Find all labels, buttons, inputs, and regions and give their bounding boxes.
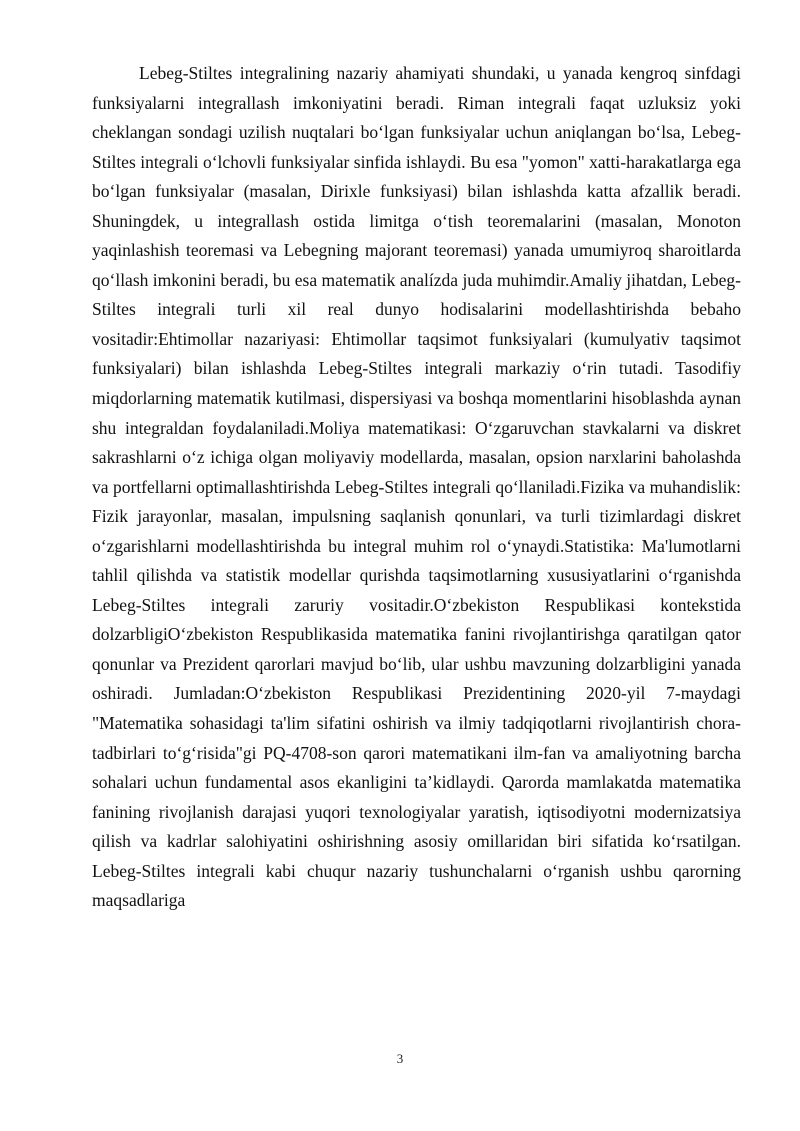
page-number: 3 bbox=[396, 1051, 404, 1066]
document-page bbox=[92, 59, 741, 916]
body-paragraph: Lebeg-Stiltes integralining nazariy ahamiyati shundaki, u yanada kengroq sinfdagi funksiyalarni integrallash imkoniyatini beradi. Riman integrali faqat uzluksiz yoki cheklangan sondagi uzilish nuqtalari bo‘lgan funksiyalar uchun aniqlangan bo‘lsa, Lebeg-Stiltes integrali o‘lchovli funksiyalar sinfida ishlaydi. Bu esa "yomon" xatti-harakatlarga ega bo‘lgan funksiyalar (masalan, Dirixle funksiyasi) bilan ishlashda katta afzallik beradi. Shuningdek, u integrallash ostida limitga o‘tish teoremalarini (masalan, Monoton yaqinlashish teoremasi va Lebegning majorant teoremasi) yanada umumiyroq sharoitlarda qo‘llash imkonini beradi, bu esa matematik analízda juda muhimdir.Amaliy jihatdan, Lebeg-Stiltes integrali turli xil real dunyo hodisalarini modellashtirishda bebaho vositadir:Ehtimollar nazariyasi: Ehtimollar taqsimot funksiyalari (kumulyativ taqsimot funksiyalari) bilan ishlashda Lebeg-Stiltes integrali markaziy o‘rin tutadi. Tasodifiy miqdorlarning matematik kutilmasi, dispersiyasi va boshqa momentlarini hisoblashda aynan shu integraldan foydalaniladi.Moliya matematikasi: O‘zgaruvchan stavkalarni va diskret sakrashlarni o‘z ichiga olgan moliyaviy modellarda, masalan, opsion narxlarini baholashda va portfellarni optimallashtirishda Lebeg-Stiltes integrali qo‘llaniladi.Fizika va muhandislik: Fizik jarayonlar, masalan, impulsning saqlanish qonunlari, va turli tizimlardagi diskret o‘zgarishlarni modellashtirishda bu integral muhim rol o‘ynaydi.Statistika: Ma'lumotlarni tahlil qilishda va statistik modellar qurishda taqsimotlarning xususiyatlarini o‘rganishda Lebeg-Stiltes integrali zaruriy vositadir.O‘zbekiston Respublikasi kontekstida dolzarbligiO‘zbekiston Respublikasida matematika fanini rivojlantirishga qaratilgan qator qonunlar va Prezident qarorlari mavjud bo‘lib, ular ushbu mavzuning dolzarbligini yanada oshiradi. Jumladan:O‘zbekiston Respublikasi Prezidentining 2020-yil 7-maydagi "Matematika sohasidagi ta'lim sifatini oshirish va ilmiy tadqiqotlarni rivojlantirish chora-tadbirlari to‘g‘risida"gi PQ-4708-son qarori matematikani ilm-fan va amaliyotning barcha sohalari uchun fundamental asos ekanligini ta’kidlaydi. Qarorda mamlakatda matematika fanining rivojlanish darajasi yuqori texnologiyalar yaratish, iqtisodiyotni modernizatsiya qilish va kadrlar salohiyatini oshirishning asosiy omillaridan biri sifatida ko‘rsatilgan. Lebeg-Stiltes integrali kabi chuqur nazariy tushunchalarni o‘rganish ushbu qarorning maqsadlariga bbox=[92, 63, 741, 911]
